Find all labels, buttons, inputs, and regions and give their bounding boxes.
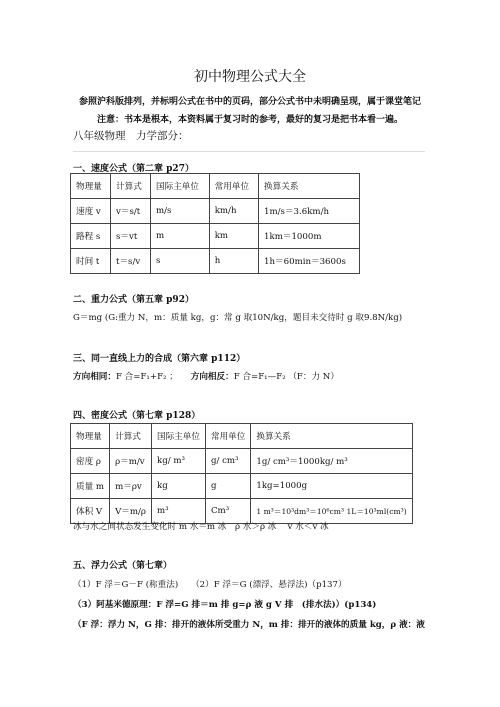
- table-cell: m: [151, 224, 210, 249]
- table-cell: V＝m/ρ: [110, 499, 152, 524]
- opposite-direction-label: 方向相反：: [190, 372, 234, 382]
- table-cell: 质量 m: [71, 474, 110, 499]
- table-row: [71, 224, 360, 249]
- density-table: [70, 423, 413, 524]
- section-force-heading: 三、同一直线上力的合成（第六章 p112）: [73, 354, 246, 364]
- table-cell: g: [205, 474, 250, 499]
- table-cell: ρ＝m/v: [110, 449, 152, 474]
- grade-heading: 八年级物理 力学部分：: [73, 130, 189, 142]
- table-cell: 1 m³＝10³dm³＝10⁶cm³ 1L＝10³ml(cm³): [251, 499, 412, 524]
- table-cell: 物理量: [71, 174, 111, 199]
- table-cell: 1g/ cm³＝1000kg/ m³: [251, 449, 412, 474]
- table-cell: 换算关系: [251, 424, 412, 449]
- table-cell: 1km＝1000m: [259, 224, 360, 249]
- same-direction-label: 方向相同：: [73, 372, 116, 382]
- table-cell: t＝s/v: [111, 249, 151, 274]
- table-cell: 计算式: [110, 424, 152, 449]
- table-cell: m＝ρv: [110, 474, 152, 499]
- section-speed-heading: 一、速度公式（第二章 p27）: [73, 164, 194, 174]
- table-cell: Cm³: [205, 499, 250, 524]
- buoyancy-explanation: （F 浮：浮力 N，G 排：排开的液体所受重力 N，m 排：排开的液体的质量 kg，ρ 液：液: [73, 620, 425, 630]
- table-cell: kg: [151, 474, 205, 499]
- table-cell: 物理量: [71, 424, 110, 449]
- opposite-direction-formula: F 合=F₁—F₂ （F：力 N）: [233, 372, 339, 382]
- table-cell: 时间 t: [71, 249, 111, 274]
- table-cell: km/h: [209, 199, 258, 224]
- table-row: [71, 449, 413, 474]
- section-gravity-heading: 二、重力公式（第五章 p92）: [73, 295, 194, 305]
- divider: [73, 151, 425, 152]
- table-row: [71, 199, 360, 224]
- force-composition-line: [73, 370, 339, 382]
- table-cell: s＝vt: [111, 224, 151, 249]
- table-cell: m/s: [151, 199, 210, 224]
- table-cell: g/ cm³: [205, 449, 250, 474]
- table-cell: 换算关系: [259, 174, 360, 199]
- table-cell: s: [151, 249, 210, 274]
- table-row: [71, 249, 360, 274]
- table-cell: 1m/s＝3.6km/h: [259, 199, 360, 224]
- table-cell: kg/ m³: [151, 449, 205, 474]
- table-cell: 1kg=1000g: [251, 474, 412, 499]
- table-row: [71, 174, 360, 199]
- page-title: 初中物理公式大全: [194, 69, 306, 85]
- intro-line-1: 参照沪科版排列，并标明公式在书中的页码，部分公式书中未明确呈现，属于课堂笔记: [78, 97, 421, 107]
- table-cell: 国际主单位: [151, 174, 210, 199]
- table-cell: 常用单位: [205, 424, 250, 449]
- table-cell: 计算式: [111, 174, 151, 199]
- buoyancy-line-1: [73, 578, 347, 590]
- table-cell: 1h＝60min＝3600s: [259, 249, 360, 274]
- section-buoyancy-heading: 五、浮力公式（第七章）: [73, 561, 173, 571]
- same-direction-formula: F 合=F₁+F₂ ；: [115, 372, 174, 382]
- table-cell: 体积 V: [71, 499, 110, 524]
- table-row: [71, 474, 413, 499]
- table-cell: km: [209, 224, 258, 249]
- table-cell: m³: [151, 499, 205, 524]
- weighing-method: （1）F 浮＝G－F (称重法): [73, 580, 179, 590]
- section-density-heading: 四、密度公式（第七章 p128）: [73, 411, 201, 421]
- table-row: [71, 424, 413, 449]
- table-cell: 密度 ρ: [71, 449, 110, 474]
- archimedes-principle: （3）阿基米德原理：F 浮=G 排＝m 排 g=ρ 液 g V 排 (排水法)）(p134): [73, 600, 377, 610]
- ice-water-note: 冰与水之间状态发生变化时 m 水＝m 冰 ρ 水＞ρ 冰 v 水＜v 冰: [73, 522, 329, 532]
- table-cell: 速度 v: [71, 199, 111, 224]
- table-cell: 常用单位: [209, 174, 258, 199]
- table-cell: v＝s/t: [111, 199, 151, 224]
- gravity-formula: G＝mg (G:重力 N，m：质量 kg，g：常 g 取10N/kg，题目未交待时 g 取9.8N/kg): [73, 313, 403, 323]
- intro-line-2: 注意：书本是根本，本资料属于复习时的参考，最好的复习是把书本看一遍。: [96, 115, 403, 125]
- floating-method: （2）F 浮＝G (漂浮、悬浮法)（p137）: [195, 580, 347, 590]
- speed-table: [70, 173, 360, 274]
- table-cell: 路程 s: [71, 224, 111, 249]
- table-cell: h: [209, 249, 258, 274]
- table-cell: 国际主单位: [151, 424, 205, 449]
